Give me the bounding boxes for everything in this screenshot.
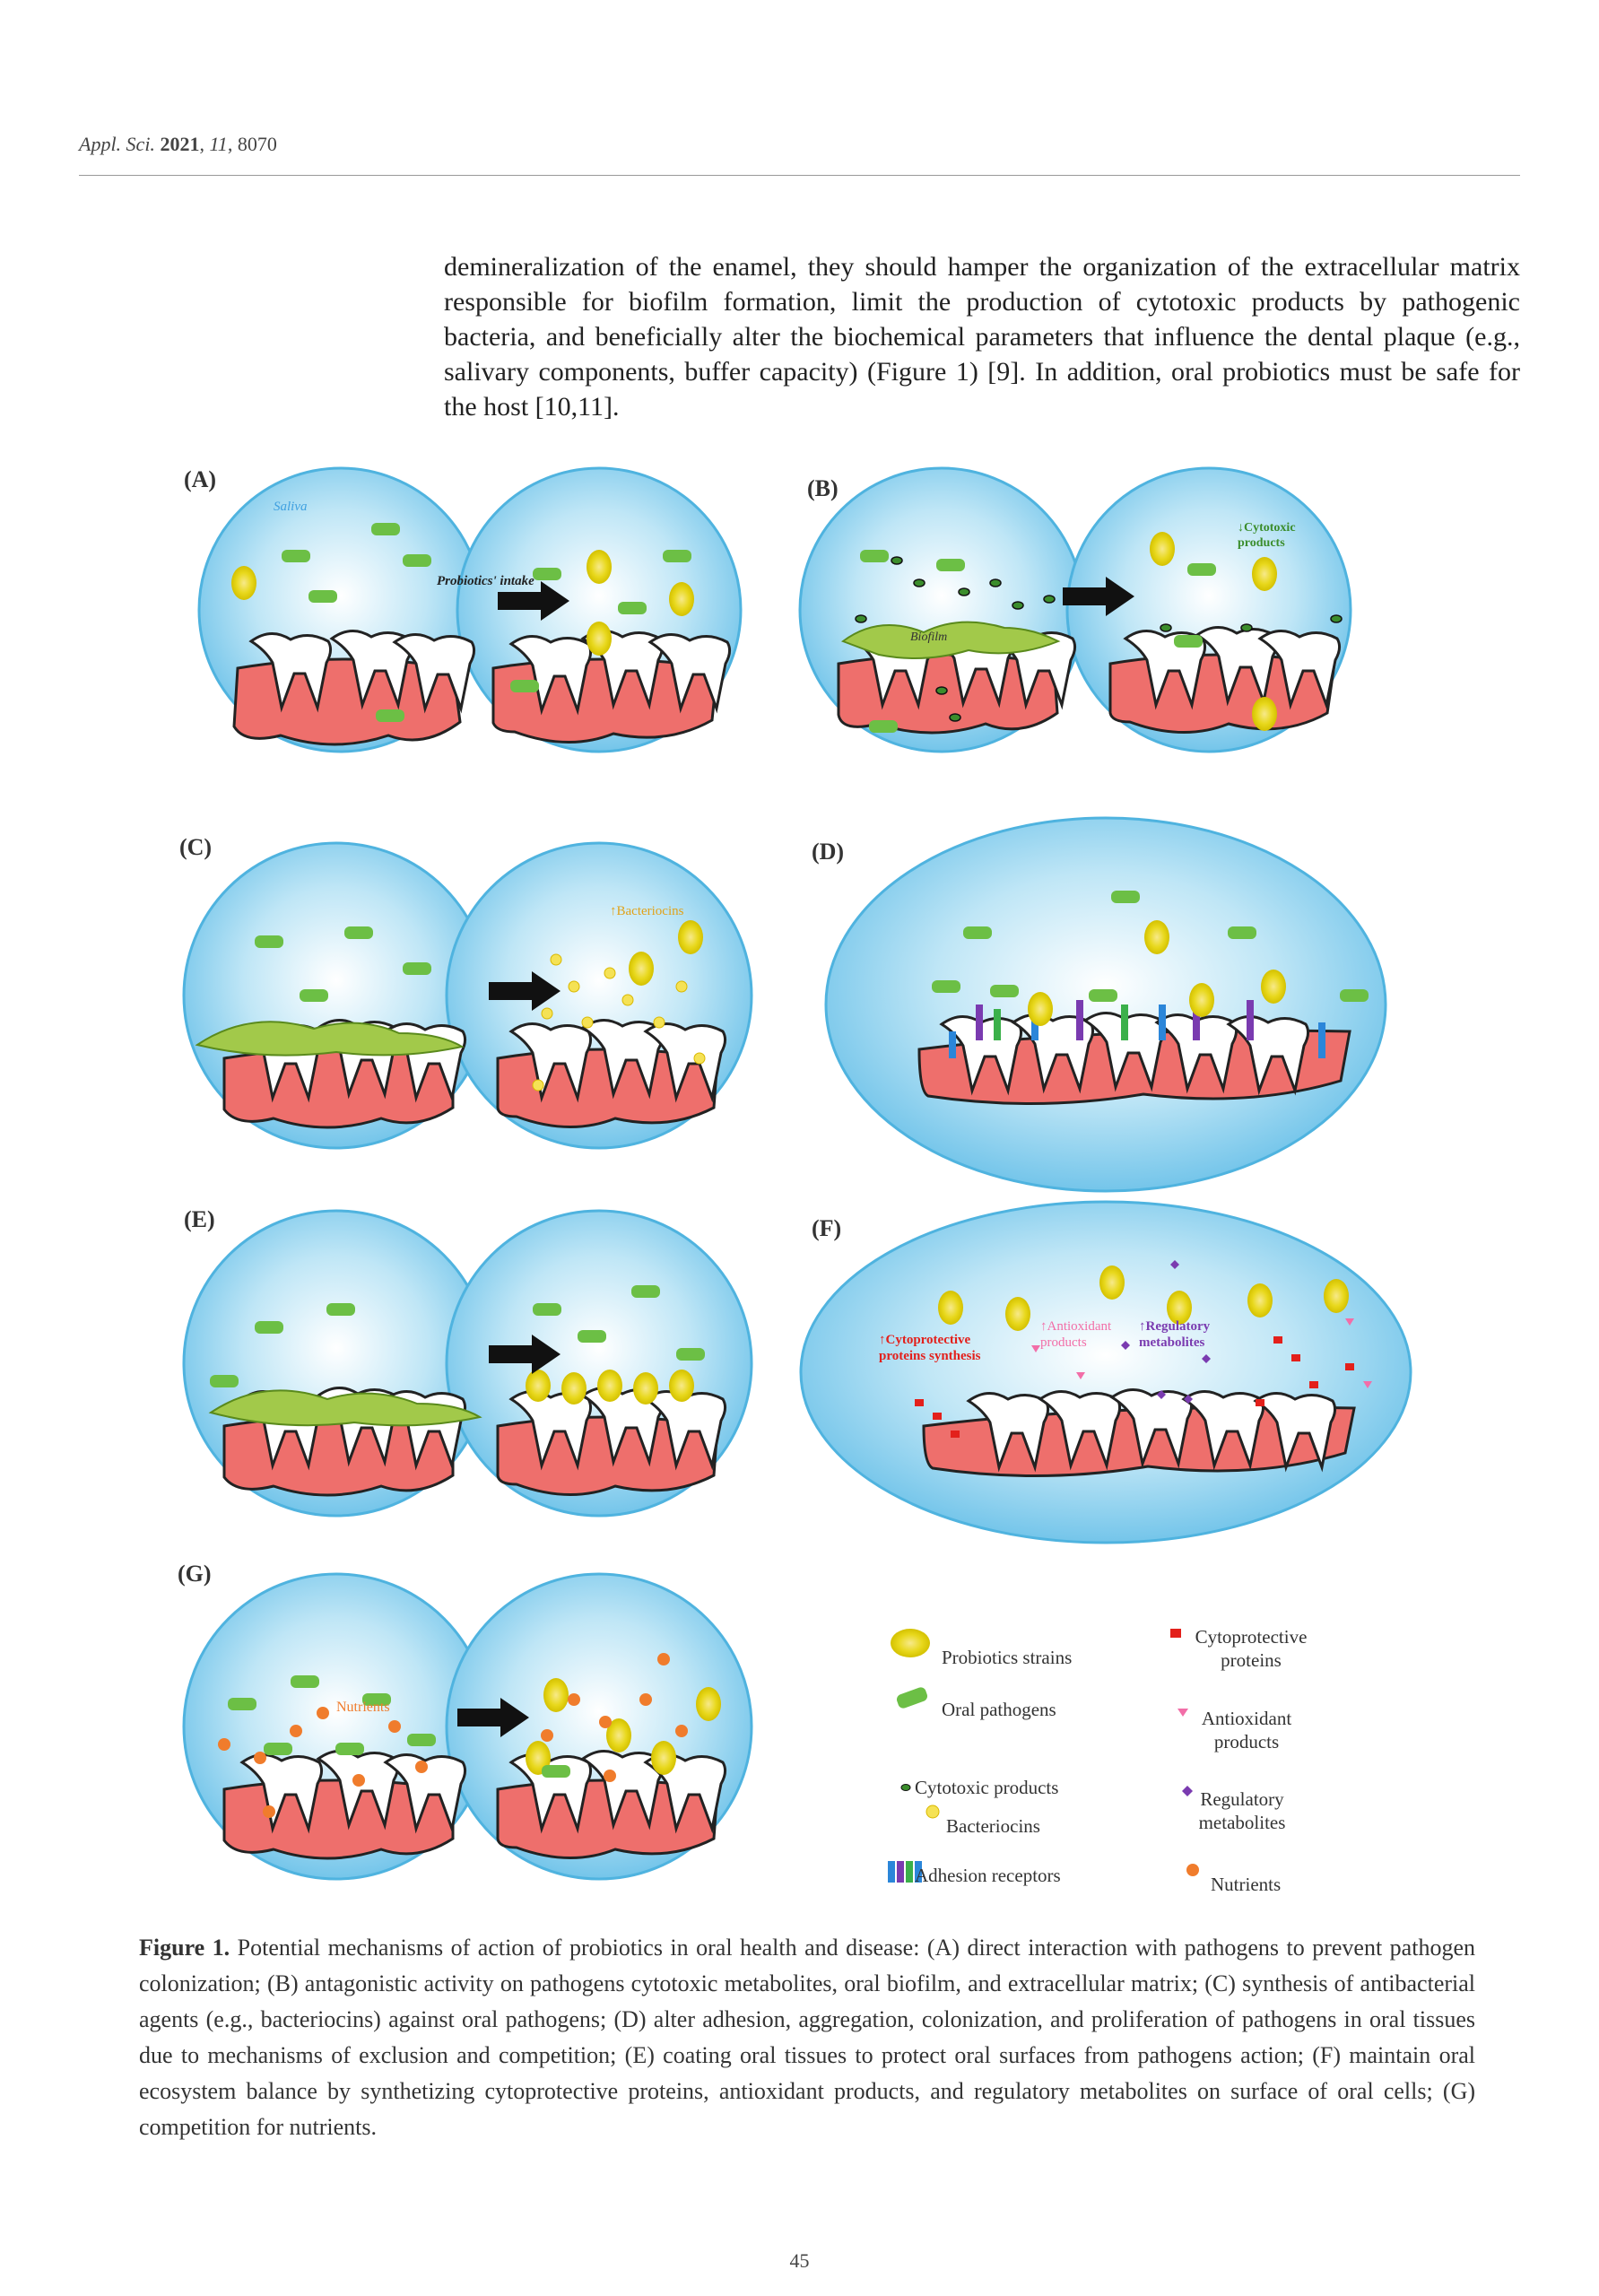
panel-e [184, 1211, 752, 1516]
article-number: 8070 [237, 133, 277, 155]
legend-bacteriocins: Bacteriocins [946, 1815, 1040, 1837]
panel-g [184, 1574, 752, 1879]
panel-b-label: (B) [807, 475, 839, 501]
panel-e-label: (E) [184, 1206, 215, 1232]
panel-a-label: (A) [184, 466, 217, 492]
journal-name: Appl. Sci. [79, 133, 155, 155]
running-header: Appl. Sci. 2021, 11, 8070 [79, 133, 277, 155]
page-number: 45 [789, 2249, 810, 2272]
panel-c-label: (C) [179, 834, 213, 860]
legend-antioxidant: Antioxidant products [1201, 1708, 1292, 1752]
volume: 11 [209, 133, 228, 155]
legend-probiotics: Probiotics strains [942, 1647, 1073, 1668]
cytoprotective-label: ↑Cytoprotective proteins synthesis [879, 1333, 981, 1363]
figure-caption [139, 1930, 1475, 2145]
nutrients-label: Nutrients [336, 1700, 390, 1715]
caption-label: Figure 1. [139, 1935, 230, 1961]
year: 2021 [160, 133, 200, 155]
panel-f [801, 1202, 1411, 1543]
panel-d-label: (D) [812, 839, 845, 865]
legend-adhesion: Adhesion receptors [915, 1865, 1061, 1886]
caption-text: Potential mechanisms of action of probiotics in oral health and disease: (A) direct interaction with pathogens to prevent pathogen colonization; (B) antagonistic activity on pathogens cytotoxic metabolites, oral biofilm, and extracellular matrix; (C) synthesis of antibacterial agents (e.g., bacteriocins) against oral pathogens; (D) alter adhesion, aggregation, colonization, and proliferation of pathogens in oral tissues due to mechanisms of exclusion and competition; (E) coating oral tissues to protect oral surfaces from pathogens action; (F) maintain oral ecosystem balance by synthetizing cytoprotective proteins, antioxidant products, and regulatory metabolites on surface of oral cells; (G) competition for nutrients. [139, 1935, 1475, 2140]
biofilm-label: Biofilm [910, 631, 948, 644]
panel-b [800, 468, 1351, 752]
cytotoxic-products-label: ↓Cytotoxic products [1238, 521, 1296, 550]
legend-cytoprotective: Cytoprotective proteins [1195, 1626, 1308, 1671]
legend-nutrients: Nutrients [1211, 1874, 1282, 1895]
saliva-label: Saliva [274, 500, 308, 514]
legend-regulatory: Regulatory metabolites [1198, 1788, 1286, 1833]
panel-c [184, 843, 752, 1148]
probiotics-intake-label: Probiotics' intake [437, 574, 534, 588]
antioxidant-label: ↑Antioxidant products [1040, 1319, 1112, 1350]
legend-pathogens: Oral pathogens [942, 1699, 1056, 1720]
panel-f-label: (F) [812, 1215, 842, 1241]
regulatory-label: ↑Regulatory metabolites [1139, 1319, 1211, 1350]
bacteriocins-label: ↑Bacteriocins [610, 904, 684, 918]
legend-cytotoxic: Cytotoxic products [915, 1777, 1059, 1798]
intro-paragraph: demineralization of the enamel, they should hamper the organization of the extracellular matrix responsible for biofilm formation, limit the production of cytotoxic products by pathogenic bacteria, and beneficially alter the biochemical parameters that influence the dental plaque (e.g., salivary components, buffer capacity) (Figure 1) [9]. In addition, oral probiotics must be safe for the host [10,11]. [444, 252, 1520, 422]
panel-g-label: (G) [178, 1561, 212, 1587]
panel-d [826, 818, 1386, 1191]
